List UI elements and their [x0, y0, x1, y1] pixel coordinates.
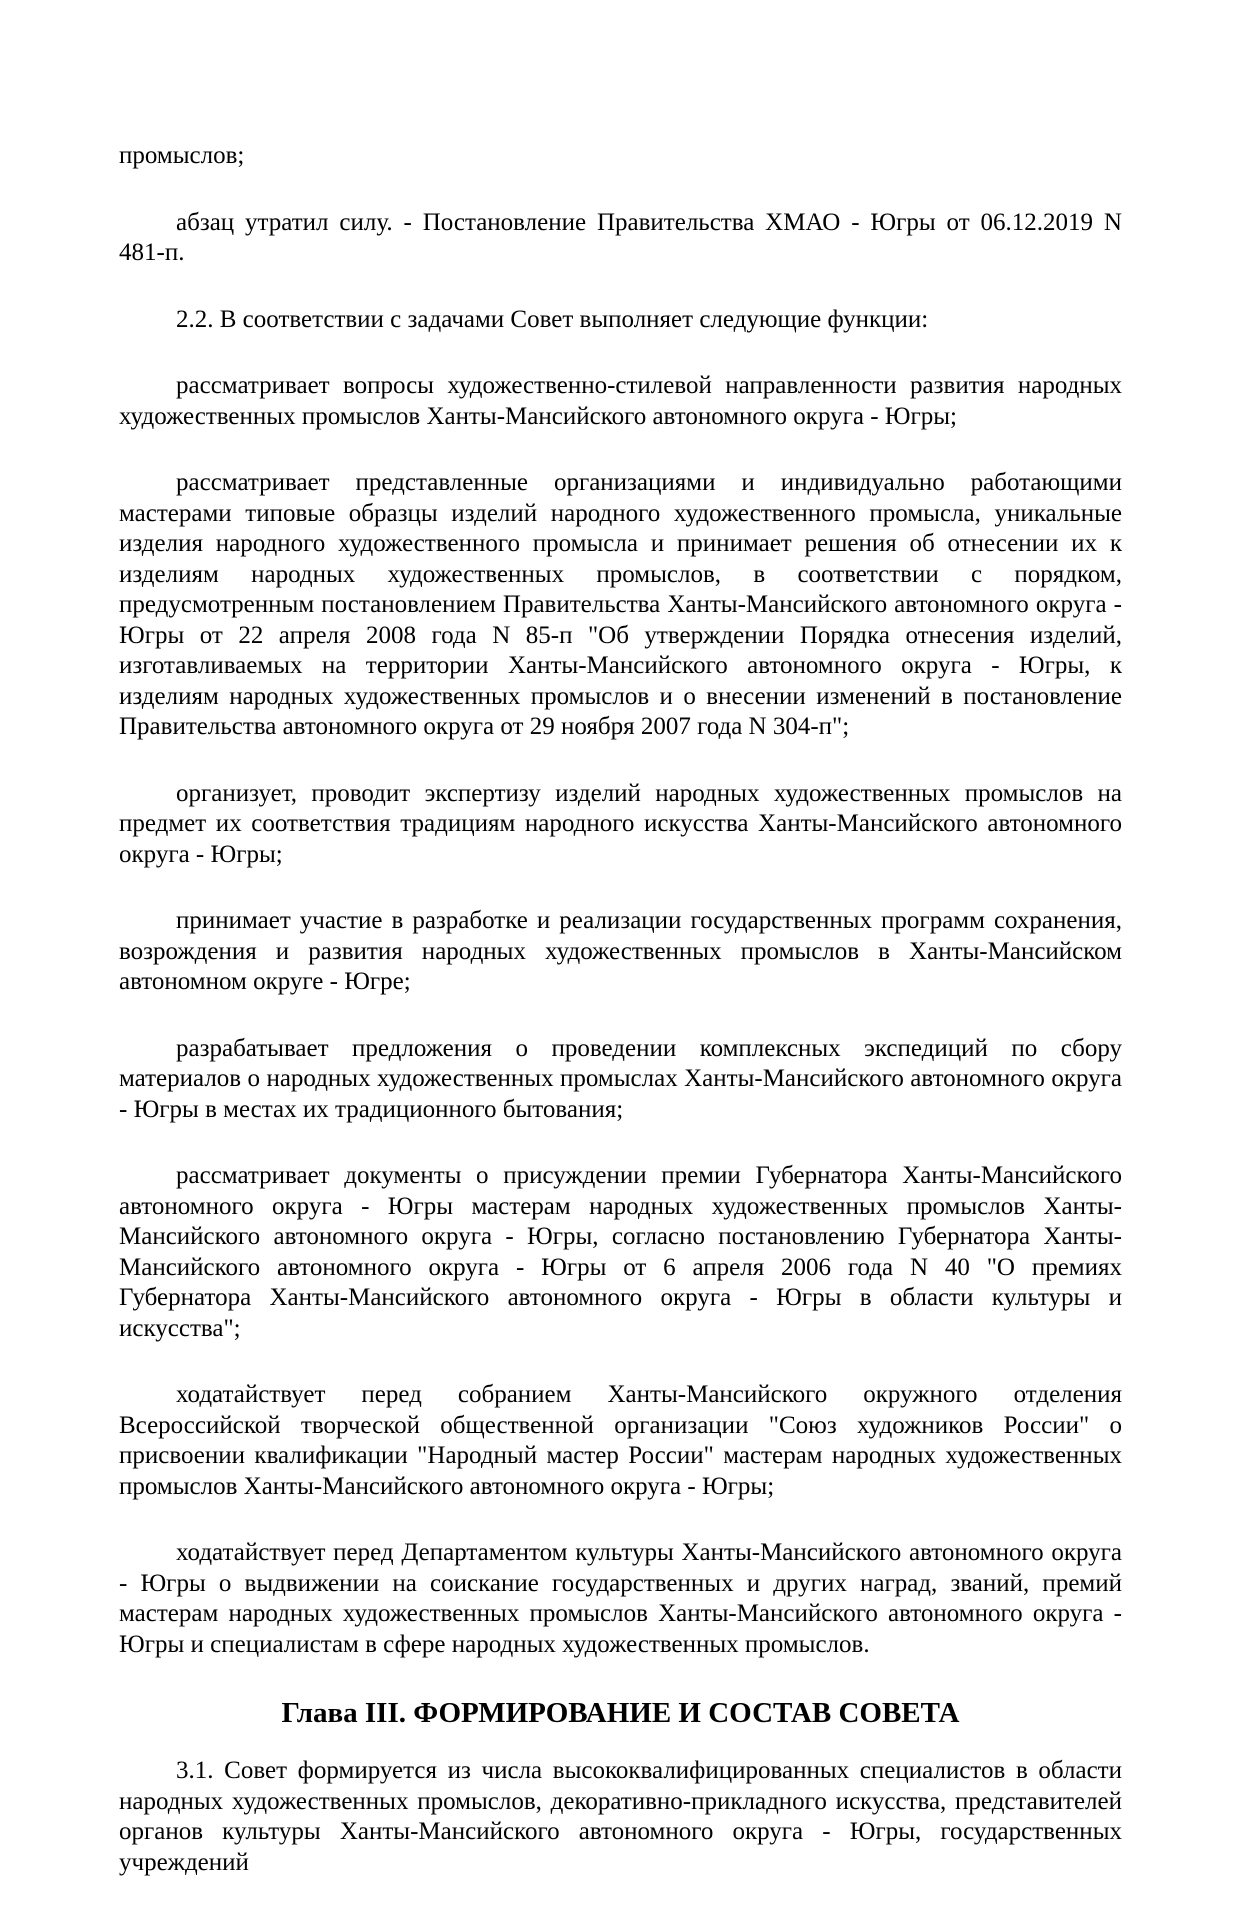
paragraph-function-samples: рассматривает представленные организациями и индивидуально работающими мастерами типовые образцы изделий народного художественного промысла, уникальные изделия народного художественного промысла и принимает решения об отнесении их к изделиям народных художественных промыслов, в соответствии с порядком, предусмотренным постановлением Правительства Ханты-Мансийского автономного округа - Югры от 22 апреля 2008 года N 85-п "Об утверждении Порядка отнесения изделий, изготавливаемых на территории Ханты-Мансийского автономного округа - Югры, к изделиям народных художественных промыслов и о внесении изменений в постановление Правительства автономного округа от 29 ноября 2007 года N 304-п"; [119, 469, 1122, 740]
paragraph-abzac-repealed: абзац утратил силу. - Постановление Правительства ХМАО - Югры от 06.12.2019 N 481-п. [119, 208, 1122, 266]
paragraph-continuation: промыслов; [119, 142, 245, 169]
paragraph-function-master-title: ходатайствует перед собранием Ханты-Мансийского окружного отделения Всероссийской творческой общественной организации "Союз художников России" о присвоении квалификации "Народный мастер России" мастерам народных художественных промыслов Ханты-Мансийского автономного округа - Югры; [119, 1381, 1122, 1500]
paragraph-function-style: рассматривает вопросы художественно-стилевой направленности развития народных художественных промыслов Ханты-Мансийского автономного округа - Югры; [119, 372, 1122, 430]
paragraph-section-3-1: 3.1. Совет формируется из числа высококвалифицированных специалистов в области народных художественных промыслов, декоративно-прикладного искусства, представителей органов культуры Ханты-Мансийского автономного округа - Югры, государственных учреждений [119, 1757, 1122, 1876]
paragraph-function-state-awards: ходатайствует перед Департаментом культуры Ханты-Мансийского автономного округа - Югры о выдвижении на соискание государственных и других наград, званий, премий мастерам народных художественных промыслов Ханты-Мансийского автономного округа - Югры и специалистам в сфере народных художественных промыслов. [119, 1539, 1122, 1658]
chapter-heading: Глава III. ФОРМИРОВАНИЕ И СОСТАВ СОВЕТА [281, 1697, 960, 1729]
document-body [119, 141, 1122, 1914]
paragraph-function-programs: принимает участие в разработке и реализации государственных программ сохранения, возрождения и развития народных художественных промыслов в Ханты-Мансийском автономном округе - Югре; [119, 907, 1122, 995]
paragraph-section-2-2: 2.2. В соответствии с задачами Совет выполняет следующие функции: [176, 305, 929, 333]
paragraph-function-expertise: организует, проводит экспертизу изделий народных художественных промыслов на предмет их соответствия традициям народного искусства Ханты-Мансийского автономного округа - Югры; [119, 779, 1122, 868]
paragraph-function-awards: рассматривает документы о присуждении премии Губернатора Ханты-Мансийского автономного округа - Югры мастерам народных художественных промыслов Ханты-Мансийского автономного округа - Югры, согласно постановлению Губернатора Ханты-Мансийского автономного округа - Югры от 6 апреля 2006 года N 40 "О премиях Губернатора Ханты-Мансийского автономного округа - Югры в области культуры и искусства"; [119, 1162, 1122, 1342]
paragraph-function-expeditions: разрабатывает предложения о проведении комплексных экспедиций по сбору материалов о народных художественных промыслах Ханты-Мансийского автономного округа - Югры в местах их традиционного бытования; [119, 1034, 1122, 1123]
